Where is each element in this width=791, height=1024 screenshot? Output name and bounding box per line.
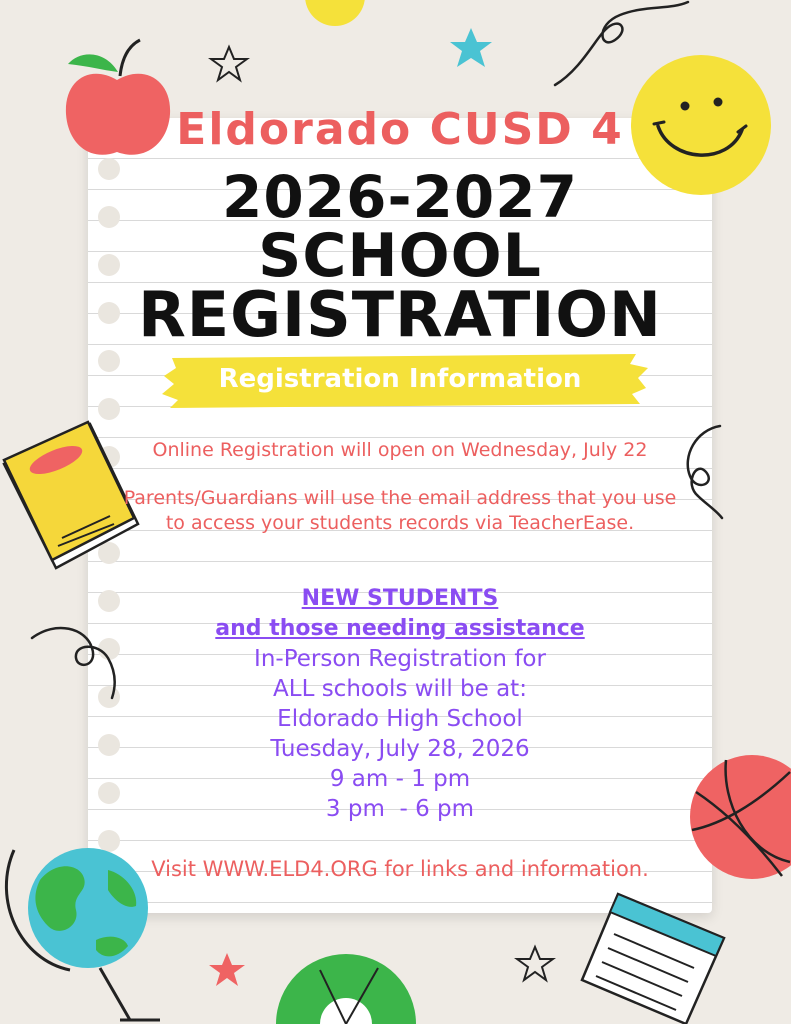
visit-website-text: Visit WWW.ELD4.ORG for links and information. xyxy=(151,857,649,881)
assistance-heading: and those needing assistance xyxy=(215,616,585,641)
parents-line: Parents/Guardians will use the email address that you use xyxy=(123,487,677,509)
notepad-icon xyxy=(578,890,728,1024)
new-students-line: Tuesday, July 28, 2026 xyxy=(270,736,530,762)
online-registration-text: Online Registration will open on Wednesday, July 22 xyxy=(152,439,648,461)
star-icon xyxy=(514,944,556,984)
star-icon xyxy=(206,950,248,990)
parents-line: to access your students records via TeacherEase. xyxy=(165,511,635,534)
star-icon xyxy=(208,44,250,84)
new-students-line: 9 am - 1 pm xyxy=(329,766,471,792)
registration-info-banner: Registration Information xyxy=(218,364,582,394)
new-students-line: ALL schools will be at: xyxy=(273,676,527,702)
district-title: Eldorado CUSD 4 xyxy=(176,104,624,155)
new-students-heading: NEW STUDENTS xyxy=(301,586,499,611)
sun-icon xyxy=(300,0,370,32)
new-students-line: Eldorado High School xyxy=(277,706,523,732)
parents-instructions xyxy=(88,486,712,535)
title-line-school: SCHOOL xyxy=(258,221,542,291)
new-students-block xyxy=(88,584,712,824)
star-icon xyxy=(448,26,494,70)
title-line-registration: REGISTRATION xyxy=(138,278,662,351)
new-students-line: 3 pm - 6 pm xyxy=(325,796,475,822)
protractor-icon xyxy=(270,940,420,1024)
new-students-line: In-Person Registration for xyxy=(254,646,546,672)
school-year: 2026-2027 xyxy=(222,163,578,231)
